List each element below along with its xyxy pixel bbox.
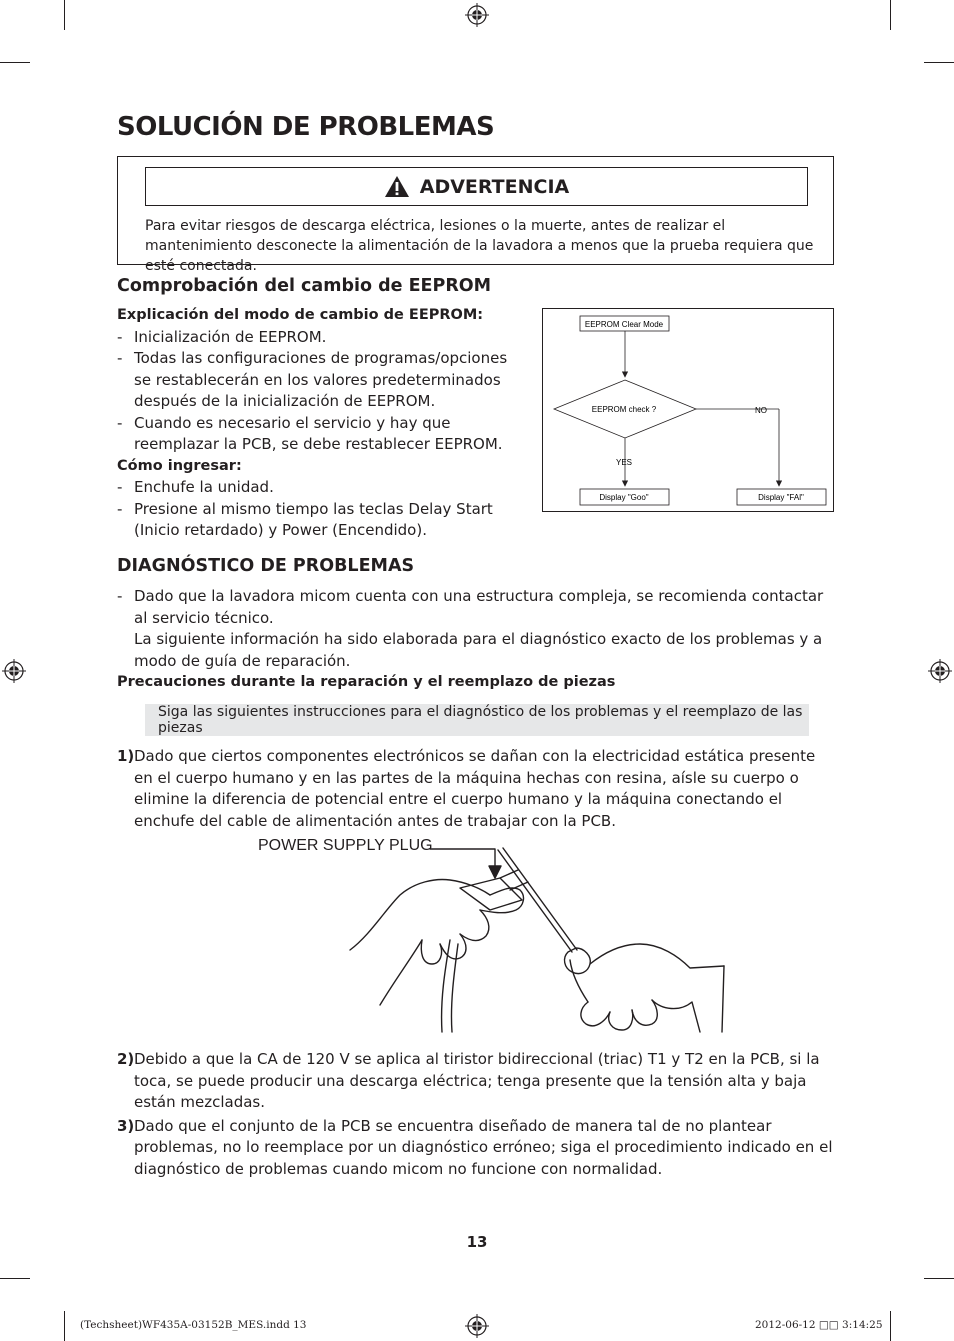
registration-mark-icon (928, 659, 952, 683)
crop-mark (64, 1311, 65, 1341)
warning-heading: ADVERTENCIA (419, 175, 570, 198)
eeprom-content (117, 305, 512, 542)
crop-mark (890, 0, 891, 30)
numbered-items (117, 1049, 835, 1180)
list-item: - Dado que la lavadora micom cuenta con una estructura compleja, se recomienda contactar al servicio técnico. (117, 587, 824, 627)
numbered-item (117, 1116, 835, 1181)
footer-date: 2012-06-12 □□ 3:14:25 (755, 1319, 883, 1331)
note-box: Siga las siguientes instrucciones para el diagnóstico de los problemas y el reemplazo de las piezas (145, 704, 809, 736)
crop-mark (890, 1311, 891, 1341)
numbered-item (117, 746, 835, 832)
result-no-label: Display "FAl" (758, 493, 804, 502)
item-text: Debido a que la CA de 120 V se aplica al tiristor bidireccional (triac) T1 y T2 en la PCB, si la toca, se puede producir una descarga eléctrica; tenga presente que la tensión alta y baja están mezcladas. (134, 1050, 820, 1111)
registration-mark-icon (2, 659, 26, 683)
crop-mark (64, 0, 65, 30)
list-item: - Presione al mismo tiempo las teclas Delay Start (Inicio retardado) y Power (Encendido). (117, 499, 493, 539)
page-title: SOLUCIÓN DE PROBLEMAS (117, 112, 495, 142)
list-item: - Cuando es necesario el servicio y hay que reemplazar la PCB, se debe restablecer EEPROM. (117, 413, 503, 453)
list-item-text: Enchufe la unidad. (134, 478, 274, 496)
item-text: Dado que el conjunto de la PCB se encuentra diseñado de manera tal de no plantear problemas, no lo reemplace por un diagnóstico erróneo; siga el procedimiento indicado en el diagnóstico de problemas cuando micom no funcione con normalidad. (134, 1116, 833, 1178)
list-item-text: Todas las configuraciones de programas/opciones se restablecerán en los valores predeterminados después de la inicialización de EEPROM. (134, 349, 508, 410)
crop-mark (924, 1278, 954, 1279)
footer-filename: (Techsheet)WF435A-03152B_MES.indd 13 (80, 1319, 307, 1331)
eeprom-explain-label: Explicación del modo de cambio de EEPROM: (117, 307, 484, 323)
list-item-text: Inicialización de EEPROM. (134, 327, 327, 346)
warning-triangle-icon (384, 175, 410, 198)
list-item: - Enchufe la unidad. (117, 478, 274, 496)
illustration-label: POWER SUPPLY PLUG (258, 837, 433, 854)
eeprom-enter-label: Cómo ingresar: (117, 457, 242, 474)
eeprom-heading: Comprobación del cambio de EEPROM (117, 276, 492, 296)
precautions-label: Precauciones durante la reparación y el reemplazo de piezas (117, 674, 616, 690)
warning-text: Para evitar riesgos de descarga eléctrica, lesiones o la muerte, antes de realizar el mantenimiento desconecte la alimentación de la lavadora a menos que la prueba requiera que esté conectada. (145, 218, 814, 274)
list-item-text: Presione al mismo tiempo las teclas Delay Start (Inicio retardado) y Power (Encendido). (134, 499, 493, 539)
registration-mark-icon (465, 3, 489, 27)
decision-label: EEPROM check ? (591, 405, 657, 414)
list-item-text: Cuando es necesario el servicio y hay que reemplazar la PCB, se debe restablecer EEPROM. (134, 413, 503, 453)
numbered-item (117, 1049, 835, 1114)
yes-label: YES (615, 458, 633, 467)
eeprom-flowchart (542, 308, 834, 512)
flowchart-diagram (543, 309, 833, 511)
result-yes-label: Display "Goo" (599, 493, 649, 502)
diagnosis-intro (117, 586, 837, 694)
intro-paragraph: La siguiente información ha sido elaborada para el diagnóstico exacto de los problemas y a modo de guía de reparación. (134, 630, 823, 670)
warning-header (145, 167, 808, 206)
crop-mark (0, 62, 30, 63)
list-item-text: Dado que la lavadora micom cuenta con una estructura compleja, se recomienda contactar al servicio técnico. (134, 587, 824, 627)
list-item: - Inicialización de EEPROM. (117, 327, 327, 346)
diagnosis-heading: DIAGNÓSTICO DE PROBLEMAS (117, 556, 415, 576)
item-number: 3) (117, 1116, 135, 1135)
item-text: Dado que ciertos componentes electrónicos se dañan con la electricidad estática presente en el cuerpo humano y en las partes de la máquina hechas con resina, aísle su cuerpo o elimine la diferencia de potencial entre el cuerpo humano y la máquina conectando el enchufe del cable de alimentación antes de trabajar con la PCB. (134, 747, 816, 830)
crop-mark (924, 62, 954, 63)
item-number: 2) (117, 1050, 135, 1068)
crop-mark (0, 1278, 30, 1279)
page-number: 13 (466, 1233, 488, 1251)
no-label: NO (755, 406, 767, 415)
start-label: EEPROM Clear Mode (584, 320, 664, 329)
item-number: 1) (117, 747, 135, 765)
registration-mark-icon (465, 1314, 489, 1338)
hands-plug-screwdriver-illustration (340, 840, 730, 1036)
list-item: - Todas las configuraciones de programas/opciones se restablecerán en los valores predeterminados después de la inicialización de EEPROM. (117, 349, 508, 410)
